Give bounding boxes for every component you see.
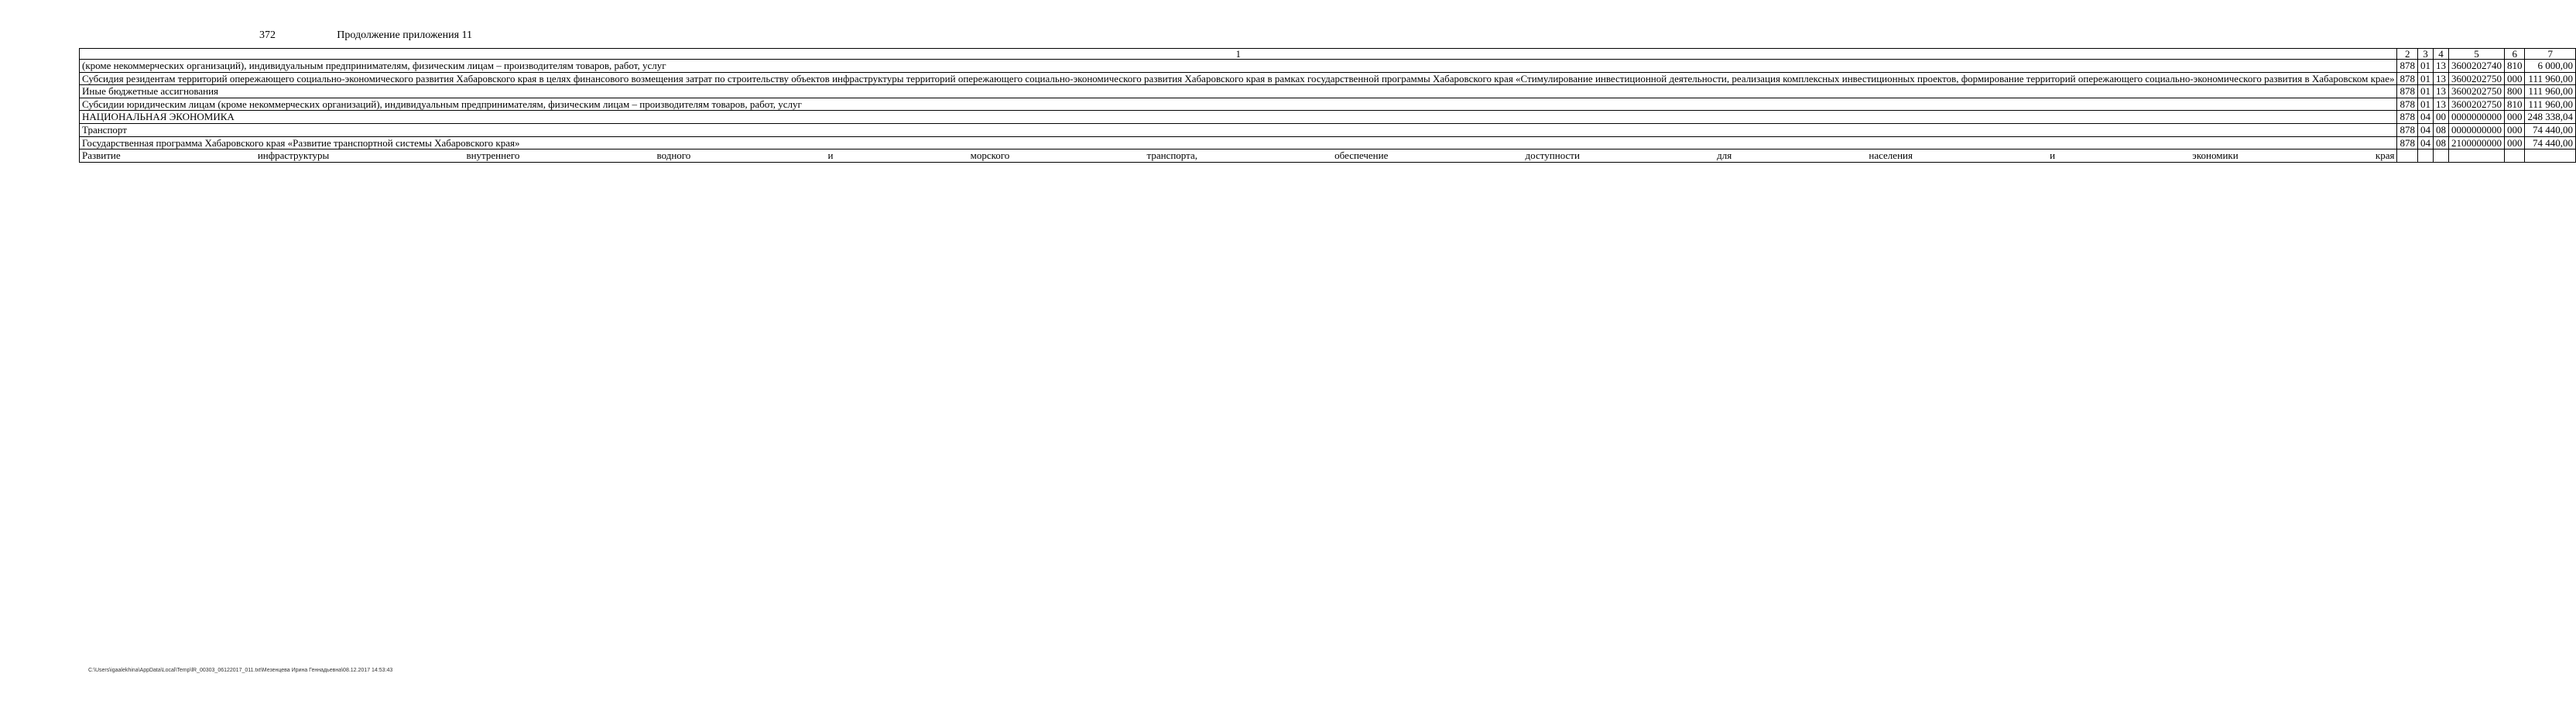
- row-code-ministry: 878: [2397, 85, 2418, 98]
- row-code-target: 0000000000: [2448, 123, 2504, 136]
- row-code-target: 0000000000: [2448, 111, 2504, 124]
- table-header-row: [80, 49, 2576, 60]
- row-code-section: 01: [2417, 85, 2433, 98]
- table-row: [80, 85, 2576, 98]
- row-amount: [2525, 149, 2576, 163]
- appendix-continuation-label: Продолжение приложения 11: [337, 29, 472, 41]
- col-header-2: 2: [2397, 49, 2418, 60]
- row-code-expense-type: 000: [2504, 123, 2525, 136]
- row-code-expense-type: 810: [2504, 60, 2525, 73]
- table-row: [80, 60, 2576, 73]
- row-amount: 111 960,00: [2525, 85, 2576, 98]
- table-row: [80, 136, 2576, 149]
- row-code-expense-type: [2504, 149, 2525, 163]
- col-header-4: 4: [2433, 49, 2448, 60]
- col-header-1: 1: [80, 49, 2397, 60]
- row-code-section: 04: [2417, 123, 2433, 136]
- table-row: [80, 72, 2576, 85]
- row-code-target: 3600202750: [2448, 98, 2504, 111]
- file-path-footer: C:\Users\igaalekhina\AppData\Local\Temp\lR_00303_06122017_011.txt\Мезенцева Ирина Геннадьевна\08.12.2017 14:53:43: [88, 668, 393, 673]
- row-code-subsection: 13: [2433, 60, 2448, 73]
- row-name: Иные бюджетные ассигнования: [80, 85, 2397, 98]
- table-row: [80, 149, 2576, 163]
- row-amount: 111 960,00: [2525, 72, 2576, 85]
- row-code-expense-type: 800: [2504, 85, 2525, 98]
- row-name: Государственная программа Хабаровского края «Развитие транспортной системы Хабаровского края»: [80, 136, 2397, 149]
- row-name: Транспорт: [80, 123, 2397, 136]
- row-code-target: 3600202750: [2448, 85, 2504, 98]
- row-code-section: 01: [2417, 60, 2433, 73]
- col-header-7: 7: [2525, 49, 2576, 60]
- row-code-target: [2448, 149, 2504, 163]
- row-amount: 74 440,00: [2525, 123, 2576, 136]
- row-name: Субсидия резидентам территорий опережающего социально-экономического развития Хабаровского края в целях финансового возмещения затрат по строительству объектов инфраструктуры территорий опережающего социально-экономического развития Хабаровского края в рамках государственной программы Хабаровского края «Стимулирование инвестиционной деятельности, реализация комплексных инвестиционных проектов, формирование территорий опережающего социально-экономического развития в Хабаровском крае»: [80, 72, 2397, 85]
- row-code-section: 04: [2417, 111, 2433, 124]
- row-code-expense-type: 000: [2504, 72, 2525, 85]
- row-code-section: [2417, 149, 2433, 163]
- row-code-subsection: 00: [2433, 111, 2448, 124]
- row-code-subsection: 08: [2433, 136, 2448, 149]
- budget-table: [79, 48, 2576, 163]
- col-header-6: 6: [2504, 49, 2525, 60]
- row-amount: 6 000,00: [2525, 60, 2576, 73]
- col-header-3: 3: [2417, 49, 2433, 60]
- row-code-ministry: 878: [2397, 123, 2418, 136]
- row-code-subsection: [2433, 149, 2448, 163]
- row-code-subsection: 13: [2433, 72, 2448, 85]
- row-code-ministry: 878: [2397, 72, 2418, 85]
- row-code-subsection: 13: [2433, 85, 2448, 98]
- row-amount: 111 960,00: [2525, 98, 2576, 111]
- table-row: [80, 98, 2576, 111]
- row-code-ministry: 878: [2397, 111, 2418, 124]
- row-code-target: 3600202740: [2448, 60, 2504, 73]
- row-code-section: 04: [2417, 136, 2433, 149]
- row-code-ministry: 878: [2397, 98, 2418, 111]
- row-code-ministry: [2397, 149, 2418, 163]
- row-code-expense-type: 810: [2504, 98, 2525, 111]
- row-code-target: 2100000000: [2448, 136, 2504, 149]
- row-name: Развитие инфраструктуры внутреннего водного и морского транспорта, обеспечение доступности для населения и экономики края: [80, 149, 2397, 163]
- row-name: Субсидии юридическим лицам (кроме некоммерческих организаций), индивидуальным предпринимателям, физическим лицам – производителям товаров, работ, услуг: [80, 98, 2397, 111]
- row-code-ministry: 878: [2397, 136, 2418, 149]
- col-header-5: 5: [2448, 49, 2504, 60]
- table-row: [80, 123, 2576, 136]
- row-code-ministry: 878: [2397, 60, 2418, 73]
- row-code-subsection: 08: [2433, 123, 2448, 136]
- table-row: [80, 111, 2576, 124]
- page-number: 372: [259, 29, 276, 41]
- row-name: (кроме некоммерческих организаций), индивидуальным предпринимателям, физическим лицам – производителям товаров, работ, услуг: [80, 60, 2397, 73]
- row-code-expense-type: 000: [2504, 111, 2525, 124]
- row-code-subsection: 13: [2433, 98, 2448, 111]
- row-code-section: 01: [2417, 72, 2433, 85]
- row-amount: 74 440,00: [2525, 136, 2576, 149]
- row-name: НАЦИОНАЛЬНАЯ ЭКОНОМИКА: [80, 111, 2397, 124]
- row-code-section: 01: [2417, 98, 2433, 111]
- row-code-target: 3600202750: [2448, 72, 2504, 85]
- row-code-expense-type: 000: [2504, 136, 2525, 149]
- row-amount: 248 338,04: [2525, 111, 2576, 124]
